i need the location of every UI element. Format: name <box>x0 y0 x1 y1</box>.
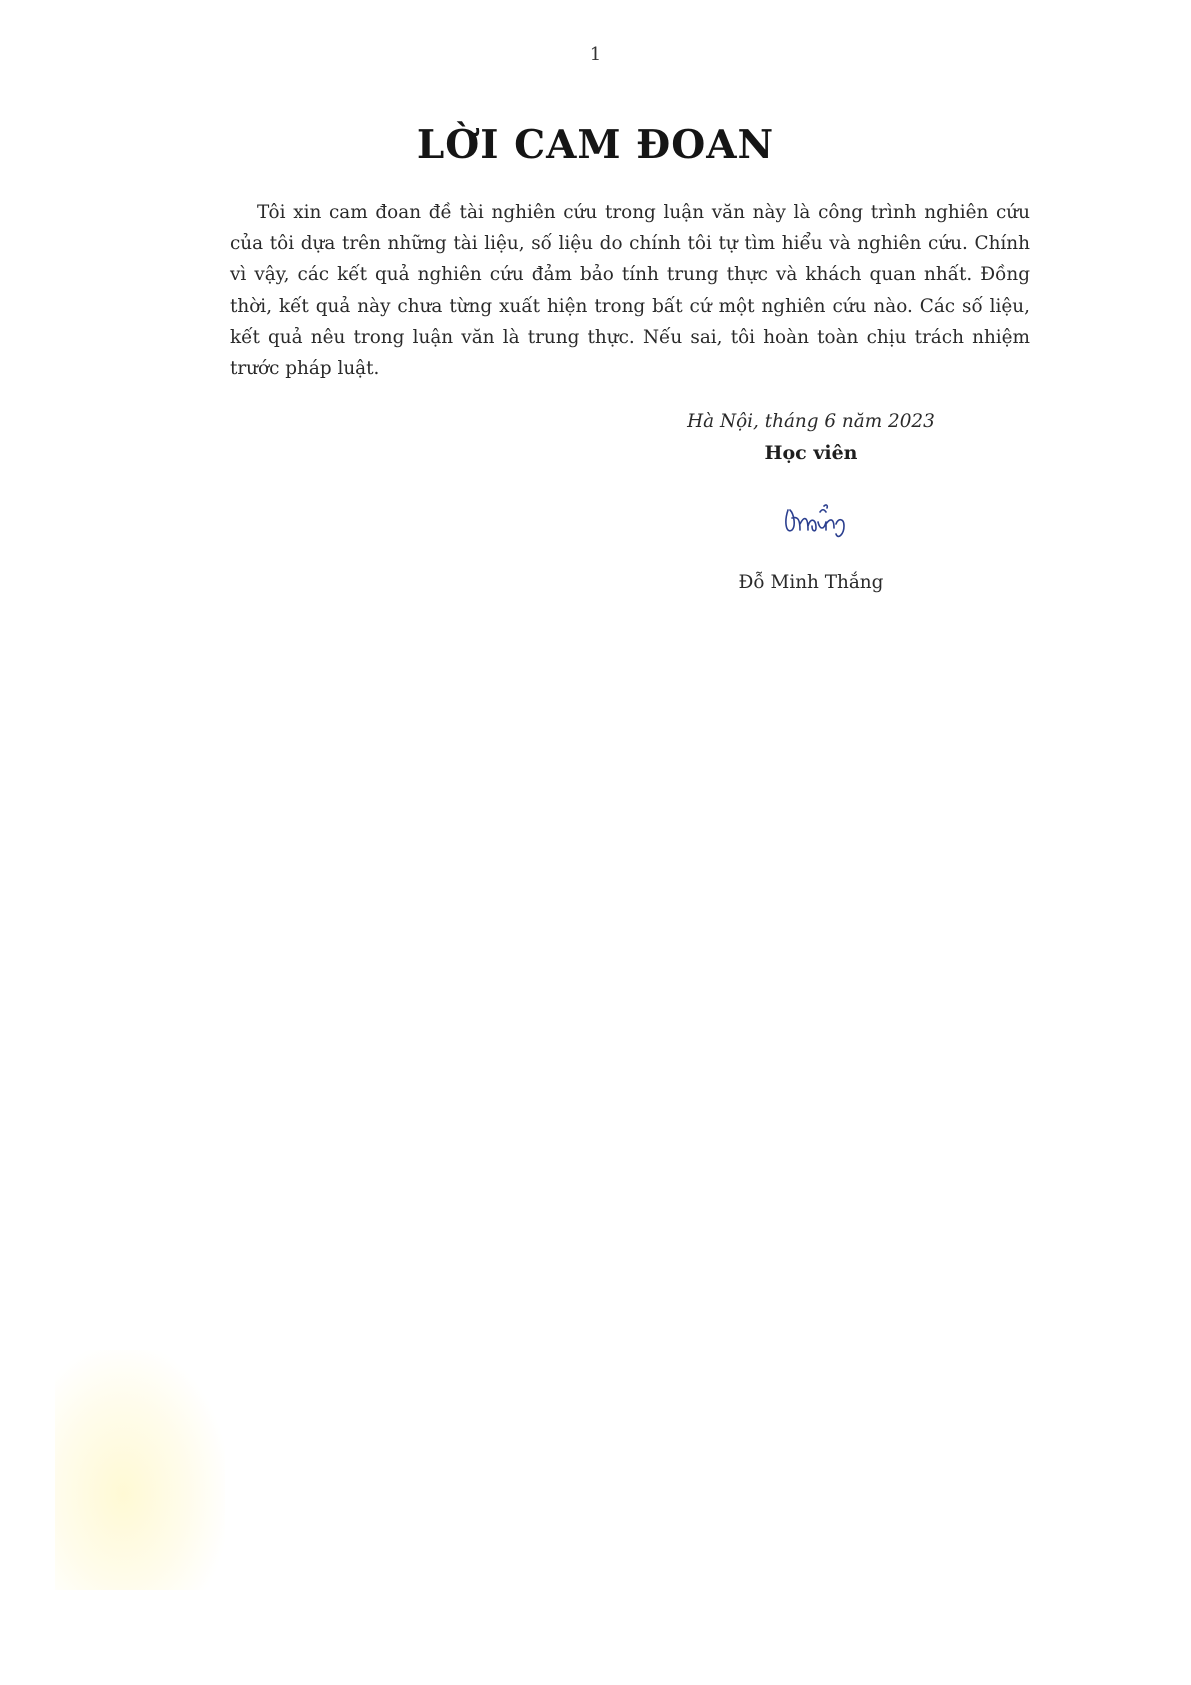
signer-role: Học viên <box>764 442 858 464</box>
handwritten-signature <box>780 500 870 545</box>
declaration-paragraph: Tôi xin cam đoan đề tài nghiên cứu trong luận văn này là công trình nghiên cứu của tôi dựa trên những tài liệu, số liệu do chính tôi tự tìm hiểu và nghiên cứu. Chính vì vậy, các kết quả nghiên cứu đảm bảo tính trung thực và khách quan nhất. Đồng thời, kết quả này chưa từng xuất hiện trong bất cứ một nghiên cứu nào. Các số liệu, kết quả nêu trong luận văn là trung thực. Nếu sai, tôi hoàn toàn chịu trách nhiệm trước pháp luật. <box>230 202 1030 380</box>
page-number: 1 <box>589 44 602 65</box>
author-name: Đỗ Minh Thắng <box>738 572 884 593</box>
page-title: LỜI CAM ĐOAN <box>416 122 775 168</box>
place-date: Hà Nội, tháng 6 năm 2023 <box>687 411 935 432</box>
paper-stain <box>55 1350 225 1590</box>
